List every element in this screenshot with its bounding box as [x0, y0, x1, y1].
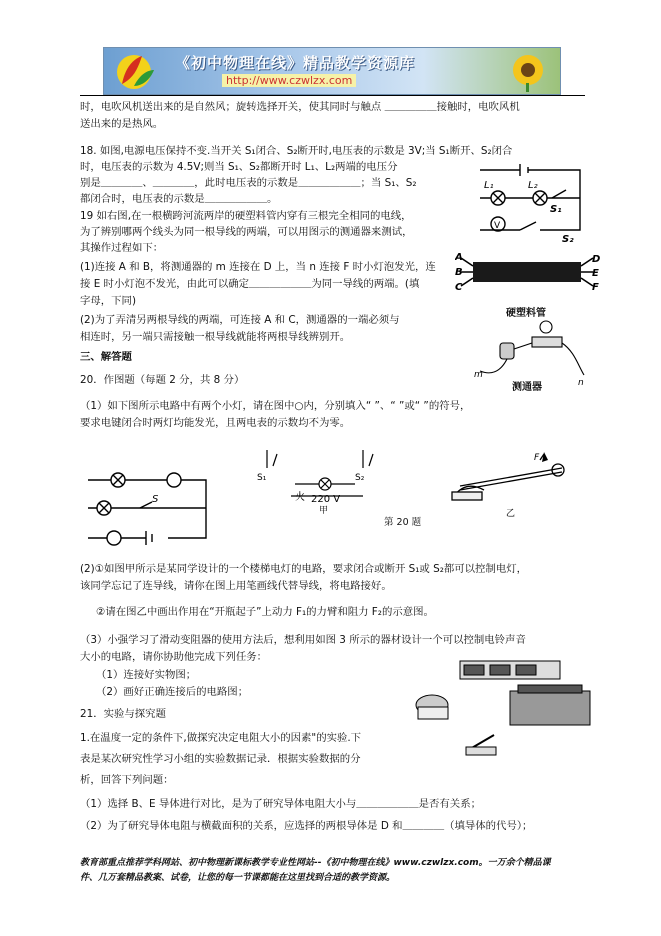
question-18: 18. 如图,电源电压保持不变.当开关 S₁闭合、S₂断开时,电压表的示数是 3V;当 S₁断开、S₂闭合 [80, 145, 513, 157]
text-line: 1.在温度一定的条件下,做探究决定电阻大小的因素"的实验.下 [80, 732, 362, 744]
label-s2: S₂ [562, 234, 574, 242]
figure-19-tester [470, 315, 590, 387]
text-line: （1）如下图所示电路中有两个小灯，请在图中○内，分别填入“ ”、“ ”或“ ”的符号， [80, 400, 471, 412]
question-20-title: 20．作图题（每题 2 分，共 8 分） [80, 374, 245, 386]
label-c: C [455, 282, 463, 293]
caption-tester: 测通器 [512, 382, 542, 393]
text-line: 要求电键闭合时两灯均能发光，且两电表的示数均不为零。 [80, 417, 351, 429]
label-f: F [534, 453, 540, 463]
section-title: 三、解答题 [80, 351, 132, 363]
text-line: （1）选择 B、E 导体进行对比，是为了研究导体电阻大小与＿＿＿＿＿＿是否有关系； [80, 798, 481, 810]
logo-icon [112, 50, 162, 90]
text-line: 该同学忘记了连导线，请你在图上用笔画线代替导线，将电路接好。 [80, 580, 392, 592]
banner-url[interactable]: http://www.czwlzx.com [222, 74, 356, 87]
label-e: E [592, 268, 599, 279]
figure-18-circuit [470, 160, 590, 242]
figure-20-circuit [82, 458, 212, 553]
label-d: D [592, 254, 600, 265]
voltmeter-label: V [494, 221, 501, 231]
figure-3-apparatus [400, 655, 595, 765]
text-line: 为了辨别哪两个线头为同一根导线的两端，可以用图示的测通器来测试， [80, 226, 413, 238]
text-line: 相连时，另一端只需接触一根导线就能将两根导线辨别开。 [80, 331, 351, 343]
text-line: （2）画好正确连接后的电路图； [96, 686, 249, 698]
label-huo: 火 [295, 492, 305, 503]
label-l1: L₁ [484, 180, 494, 191]
question-21-title: 21．实验与探究题 [80, 708, 166, 720]
text-line: 时，电吹风机送出来的是自然风；旋转选择开关，使其同时与触点 ＿＿＿＿＿接触时，电吹风机 [80, 101, 520, 113]
text-line: (1)连接 A 和 B，将测通器的 m 连接在 D 上，当 n 连接 F 时小灯泡发光，连 [80, 261, 436, 273]
sunflower-icon [500, 50, 556, 92]
label-l2: L₂ [528, 180, 538, 191]
label-s1: S₁ [550, 204, 562, 215]
label-jia: 甲 [319, 506, 329, 514]
label-m: m [474, 370, 483, 380]
figure-caption: 第 20 题 [384, 517, 422, 528]
figure-19-pipe [455, 248, 600, 306]
text-line: 表是某次研究性学习小组的实验数据记录．根据实验数据的分 [80, 753, 361, 765]
footer-line: 件、几万套精品教案、试卷，让您的每一节课都能在这里找到合适的教学资源。 [80, 873, 396, 883]
text-line: 别是＿＿＿＿、＿＿＿＿，此时电压表的示数是＿＿＿＿＿＿；当 S₁、S₂ [80, 177, 417, 189]
text-line: 大小的电路，请你协助他完成下列任务： [80, 651, 268, 663]
text-line: 其操作过程如下： [80, 242, 164, 254]
figure-20-yi [440, 450, 580, 520]
text-line: (2)①如图甲所示是某同学设计的一个楼梯电灯的电路，要求闭合或断开 S₁或 S₂都可以控制电灯， [80, 563, 528, 575]
footer-line: 教育部重点推荐学科网站、初中物理新课标教学专业性网站--《初中物理在线》www.czwlzx.com。一万余个精品课 [80, 858, 551, 868]
text-line: （3）小强学习了滑动变阻器的使用方法后，想利用如图 3 所示的器材设计一个可以控制电铃声音 [80, 634, 526, 646]
text-line: 字母，下同) [80, 295, 137, 307]
label-s1: S₁ [257, 473, 267, 483]
text-line: （1）连接好实物图； [96, 669, 197, 681]
text-line: 时，电压表的示数为 4.5V;则当 S₁、S₂都断开时 L₁、L₂两端的电压分 [80, 161, 398, 173]
text-line: （2）为了研究导体电阻与横截面积的关系，应选择的两根导体是 D 和＿＿＿＿（填导体的代号）； [80, 820, 533, 832]
text-line: 析，回答下列问题： [80, 774, 174, 786]
header-rule [80, 95, 585, 96]
label-voltage: 220 V [311, 494, 341, 505]
question-19: 19 如右图,在一根横跨河流两岸的硬塑料管内穿有三根完全相同的电线， [80, 210, 412, 222]
label-b: B [455, 267, 463, 278]
figure-20-jia [255, 444, 395, 514]
text-line: 接 E 时小灯泡不发光，由此可以确定＿＿＿＿＿＿为同一导线的两端。(填 [80, 278, 420, 290]
text-line: (2)为了弄清另两根导线的两端，可连接 A 和 C，测通器的一端必须与 [80, 314, 400, 326]
banner-title: 《初中物理在线》精品教学资源库 [175, 54, 416, 72]
label-yi: 乙 [506, 509, 516, 519]
label-f: F [592, 282, 599, 293]
text-line: ②请在图乙中画出作用在“开瓶起子”上动力 F₁的力臂和阻力 F₂的示意图。 [96, 606, 434, 618]
label-s2: S₂ [355, 473, 365, 483]
text-line: 都闭合时，电压表的示数是＿＿＿＿＿＿。 [80, 193, 278, 205]
label-n: n [578, 378, 584, 387]
label-s: S [152, 494, 159, 505]
text-line: 送出来的是热风。 [80, 118, 164, 130]
caption-pipe: 硬塑料管 [506, 308, 546, 319]
label-a: A [455, 252, 463, 263]
